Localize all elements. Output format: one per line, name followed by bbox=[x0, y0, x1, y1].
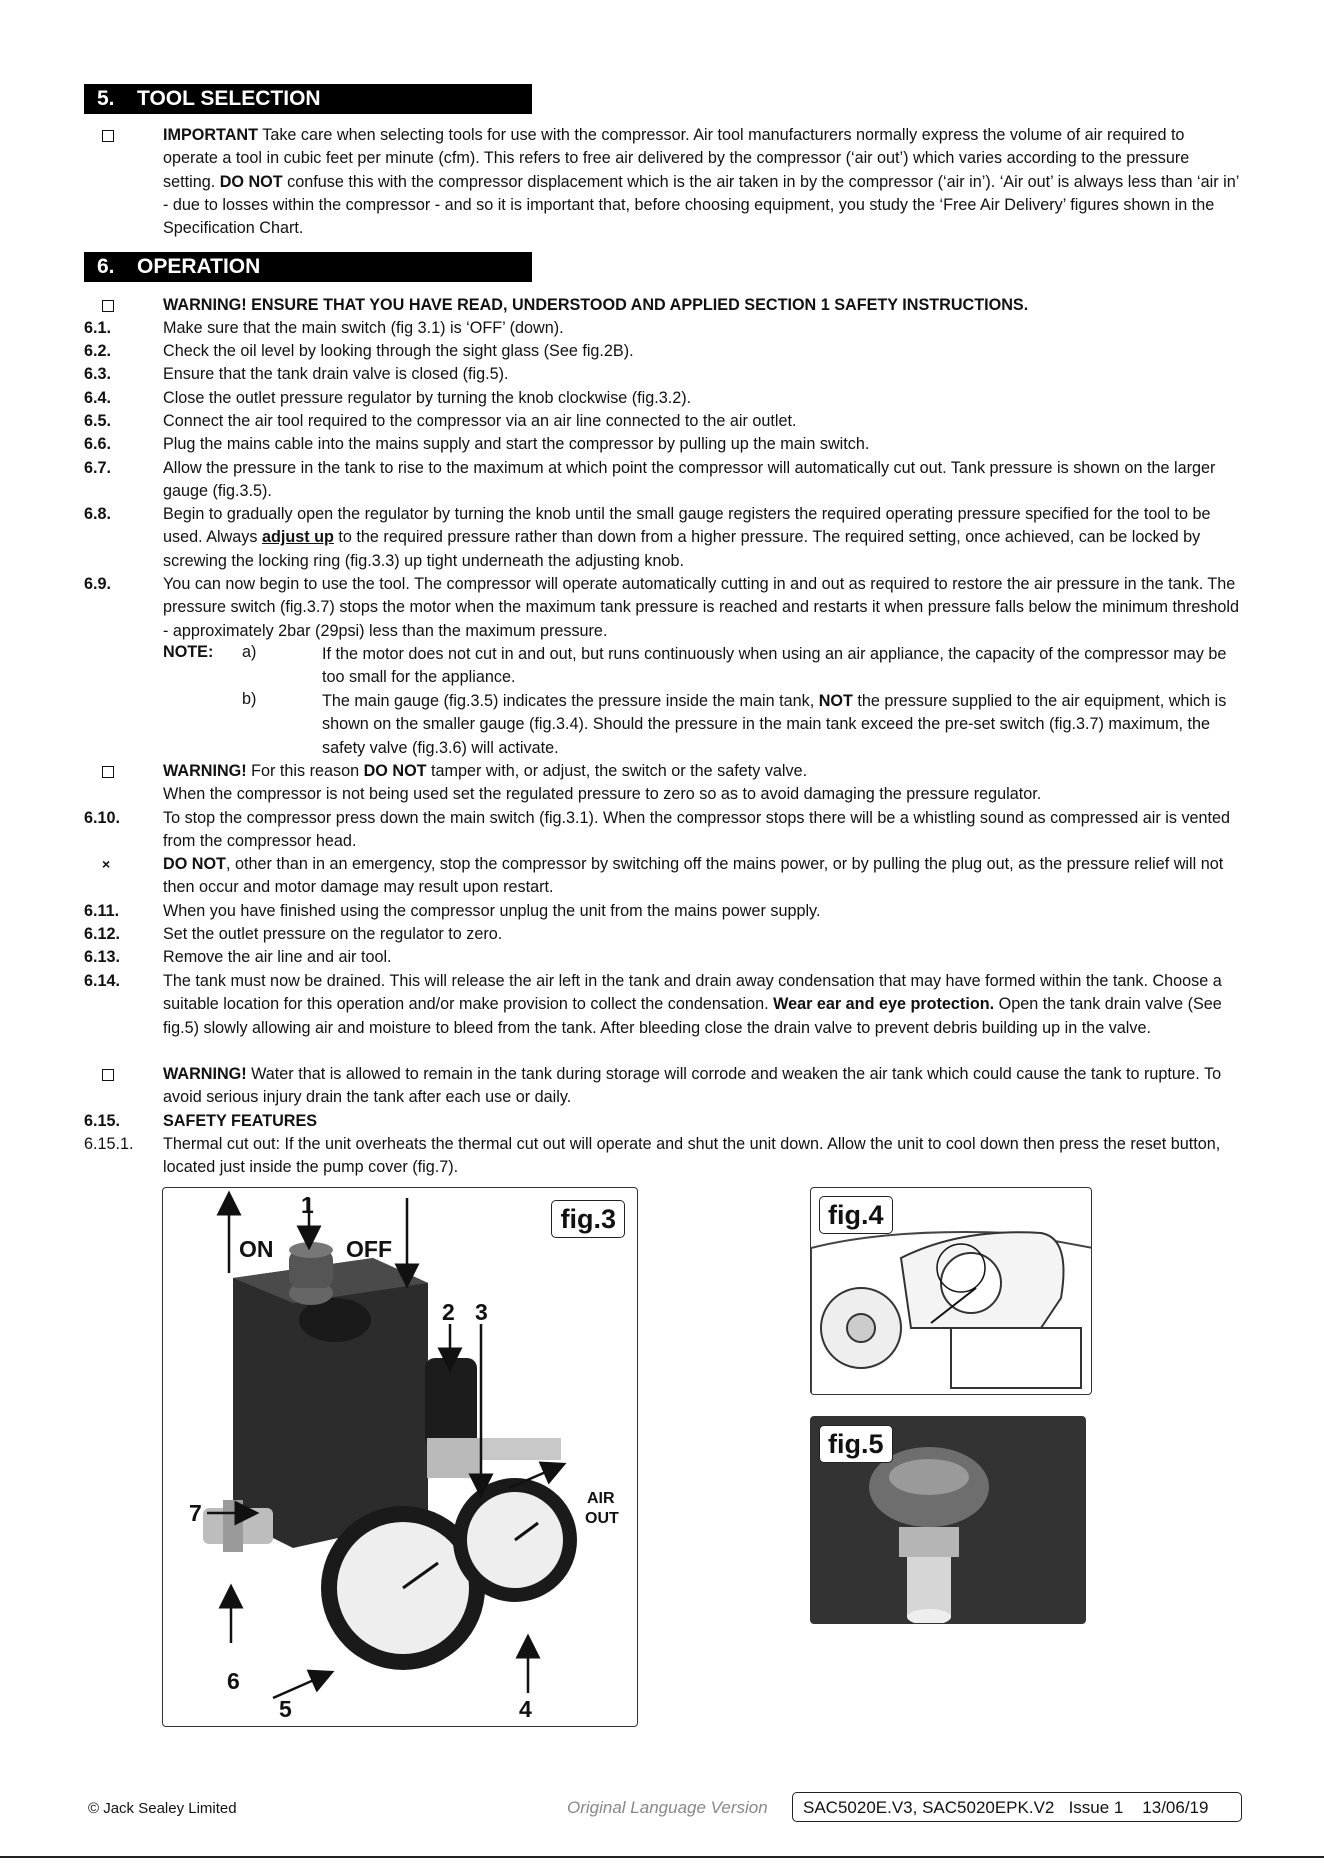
adjust-up-emphasis: adjust up bbox=[261, 528, 334, 547]
cross-icon: × bbox=[102, 856, 111, 872]
warning-label: WARNING! bbox=[163, 1065, 247, 1083]
footer-copyright: © Jack Sealey Limited bbox=[88, 1800, 237, 1817]
bottom-rule bbox=[0, 1856, 1324, 1858]
off-label: OFF bbox=[346, 1236, 392, 1262]
fig5-label: fig.5 bbox=[819, 1425, 893, 1463]
do-not-label: DO NOT bbox=[163, 855, 226, 873]
step-text: Allow the pressure in the tank to rise to the maximum at which point the compressor will automatically cut out. Tank pressure is shown on the larger gauge (fig.3.5). bbox=[163, 459, 1216, 501]
fig4-label: fig.4 bbox=[819, 1196, 893, 1234]
text: Take care when selecting tools for use with the compressor. Air tool manufacturers normally express the volume of air required to operate a tool in cubic feet per minute (cfm). This refers to free air delivered by the compressor (‘air out’) which varies according to the pressure setting. bbox=[163, 126, 1190, 191]
fig3-illustration bbox=[163, 1188, 638, 1727]
step-text: Close the outlet pressure regulator by turning the knob clockwise (fig.3.2). bbox=[163, 389, 692, 407]
warning-read-safety: WARNING! ENSURE THAT YOU HAVE READ, UNDERSTOOD AND APPLIED SECTION 1 SAFETY INSTRUCTIONS. bbox=[163, 296, 1029, 314]
note-b-key: b) bbox=[242, 690, 257, 708]
footer-language-version: Original Language Version bbox=[567, 1798, 768, 1817]
step-text: Thermal cut out: If the unit overheats the thermal cut out will operate and shut the unit down. Allow the unit to cool down then press the reset button, located just inside the pump cover (fig.7). bbox=[163, 1135, 1221, 1177]
step-number: 6.6. bbox=[84, 435, 112, 453]
step-text: Connect the air tool required to the compressor via an air line connected to the air outlet. bbox=[163, 412, 797, 430]
step-number: 6.4. bbox=[84, 389, 112, 407]
text: tamper with, or adjust, the switch or the safety valve. bbox=[426, 762, 808, 780]
tool-selection-paragraph bbox=[163, 124, 1239, 240]
text: , other than in an emergency, stop the compressor by switching off the mains power, or by pulling the plug out, as the pressure relief will not then occur and motor damage may result upon restart. bbox=[163, 855, 1224, 897]
step-number: 6.1. bbox=[84, 319, 112, 337]
text: Open the tank drain valve (See fig.5) slowly allowing air and moisture to bleed from the tank. After bleeding close the drain valve to prevent debris building up in the valve. bbox=[163, 995, 1222, 1037]
step-6-15-1 bbox=[84, 1133, 1244, 1180]
fig3-pressure-switch-image bbox=[162, 1187, 638, 1727]
step-text: To stop the compressor press down the main switch (fig.3.1). When the compressor stops there will be a whistling sound as compressed air is vented from the compressor head. bbox=[163, 809, 1231, 851]
callout-1: 1 bbox=[301, 1192, 314, 1218]
step-text bbox=[163, 503, 1244, 573]
step-number: 6.7. bbox=[84, 459, 112, 477]
callout-5: 5 bbox=[279, 1696, 292, 1722]
do-not-label: DO NOT bbox=[219, 172, 283, 191]
step-6-1 bbox=[84, 317, 1244, 340]
text: confuse this with the compressor displacement which is the air taken in by the compressor (‘air in’). ‘Air out’ is always less than ‘air in’ - due to losses within the compressor - and so it is important that, before choosing equipment, you study the ‘Free Air Delivery’ figures shown in the Specification Chart. bbox=[163, 172, 1239, 238]
model-numbers: SAC5020E.V3, SAC5020EPK.V2 bbox=[803, 1798, 1055, 1817]
text: the pressure supplied to the air equipment, which is shown on the smaller gauge (fig.3.4). Should the pressure in the main tank exceed the pre-set switch (fig.3.7) maximum, the safety valve (fig.3.6) will activate. bbox=[322, 692, 1227, 757]
section-6-header bbox=[84, 252, 532, 282]
step-text: Remove the air line and air tool. bbox=[163, 948, 392, 966]
warning-tamper bbox=[163, 760, 1239, 783]
step-6-2 bbox=[84, 340, 1244, 363]
step-text: Make sure that the main switch (fig 3.1) is ‘OFF’ (down). bbox=[163, 319, 564, 337]
step-text: Set the outlet pressure on the regulator to zero. bbox=[163, 925, 503, 943]
text: to the required pressure rather than down from a higher pressure. The required setting, once achieved, can be locked by screwing the locking ring (fig.3.3) up tight underneath the adjusting knob. bbox=[163, 528, 1201, 570]
step-number: 6.13. bbox=[84, 948, 121, 966]
important-label: IMPORTANT bbox=[163, 126, 259, 144]
step-number: 6.12. bbox=[84, 925, 121, 943]
issue-date: 13/06/19 bbox=[1142, 1798, 1209, 1817]
note-a-key: a) bbox=[242, 643, 257, 661]
section-number: 5. bbox=[97, 87, 115, 110]
section-title: TOOL SELECTION bbox=[137, 87, 321, 110]
section-number: 6. bbox=[97, 255, 115, 278]
step-6-7 bbox=[84, 457, 1244, 504]
warning-label: WARNING! bbox=[163, 762, 247, 780]
step-6-5 bbox=[84, 410, 1244, 433]
step-6-12 bbox=[84, 923, 1244, 946]
callout-4: 4 bbox=[519, 1696, 532, 1722]
step-text: Ensure that the tank drain valve is closed (fig.5). bbox=[163, 365, 509, 383]
issue-number: Issue 1 bbox=[1068, 1798, 1124, 1817]
note-label: NOTE: bbox=[163, 643, 214, 661]
do-not-label: DO NOT bbox=[363, 762, 427, 780]
regulated-pressure-text: When the compressor is not being used set the regulated pressure to zero so as to avoid damaging the pressure regulator. bbox=[163, 785, 1042, 803]
step-6-11 bbox=[84, 900, 1244, 923]
footer-model-info bbox=[792, 1792, 1242, 1822]
step-text bbox=[163, 970, 1244, 1040]
callout-3: 3 bbox=[475, 1299, 488, 1325]
step-number: 6.15. bbox=[84, 1112, 121, 1130]
checkbox-bullet-icon bbox=[102, 1069, 114, 1081]
do-not-switch-off-note bbox=[84, 853, 1244, 900]
text: The main gauge (fig.3.5) indicates the pressure inside the main tank, bbox=[322, 692, 819, 710]
section-5-header bbox=[84, 84, 532, 114]
callout-6: 6 bbox=[227, 1668, 240, 1694]
text: Begin to gradually open the regulator by turning the knob until the small gauge registers the required operating pressure specified for the tool to be used. Always bbox=[163, 505, 1211, 547]
step-6-9 bbox=[84, 573, 1244, 643]
step-6-6 bbox=[84, 433, 1244, 456]
step-number: 6.15.1. bbox=[84, 1135, 134, 1153]
text: Water that is allowed to remain in the tank during storage will corrode and weaken the air tank which could cause the tank to rupture. To avoid serious injury drain the tank after each use or daily. bbox=[163, 1065, 1222, 1107]
step-number: 6.9. bbox=[84, 575, 112, 593]
step-6-3 bbox=[84, 363, 1244, 386]
step-6-15 bbox=[84, 1110, 1244, 1133]
air-label: AIR bbox=[587, 1490, 615, 1507]
step-number: 6.2. bbox=[84, 342, 112, 360]
step-text: You can now begin to use the tool. The compressor will operate automatically cutting in and out as required to restore the air pressure in the tank. The pressure switch (fig.3.7) stops the motor when the maximum tank pressure is reached and restarts it when pressure falls below the minimum threshold - approximately 2bar (29psi) less than the maximum pressure. bbox=[163, 575, 1240, 640]
step-text: Check the oil level by looking through the sight glass (See fig.2B). bbox=[163, 342, 634, 360]
fig5-drain-valve-image bbox=[810, 1416, 1086, 1624]
callout-7: 7 bbox=[189, 1500, 202, 1526]
fig4-pump-cover-image bbox=[810, 1187, 1092, 1395]
step-number: 6.8. bbox=[84, 505, 112, 523]
on-label: ON bbox=[239, 1236, 274, 1262]
text: The tank must now be drained. This will release the air left in the tank and drain away condensation that may have formed within the tank. Choose a suitable location for this operation and/or make provision to collect the condensation. bbox=[163, 972, 1222, 1014]
checkbox-bullet-icon bbox=[102, 300, 114, 312]
step-6-14 bbox=[84, 970, 1244, 1040]
step-6-4 bbox=[84, 387, 1244, 410]
step-text: SAFETY FEATURES bbox=[163, 1112, 318, 1130]
note-a-text: If the motor does not cut in and out, but runs continuously when using an air appliance, the capacity of the compressor may be too small for the appliance. bbox=[322, 645, 1227, 687]
step-number: 6.3. bbox=[84, 365, 112, 383]
fig3-label: fig.3 bbox=[551, 1200, 625, 1238]
step-number: 6.11. bbox=[84, 902, 120, 920]
step-number: 6.14. bbox=[84, 972, 121, 990]
section-title: OPERATION bbox=[137, 255, 261, 278]
step-text: When you have finished using the compressor unplug the unit from the mains power supply. bbox=[163, 902, 821, 920]
step-6-13 bbox=[84, 946, 1244, 969]
step-6-10 bbox=[84, 807, 1244, 854]
note-b-text bbox=[322, 690, 1232, 760]
protection-emphasis: Wear ear and eye protection. bbox=[773, 995, 995, 1014]
step-text: Plug the mains cable into the mains supply and start the compressor by pulling up the main switch. bbox=[163, 435, 870, 453]
not-emphasis: NOT bbox=[818, 692, 853, 710]
checkbox-bullet-icon bbox=[102, 766, 114, 778]
warning-water bbox=[163, 1063, 1239, 1110]
step-number: 6.5. bbox=[84, 412, 112, 430]
text: For this reason bbox=[246, 762, 364, 780]
step-6-8 bbox=[84, 503, 1244, 573]
step-number: 6.10. bbox=[84, 809, 121, 827]
callout-2: 2 bbox=[442, 1299, 455, 1325]
out-label: OUT bbox=[585, 1510, 619, 1527]
checkbox-bullet-icon bbox=[102, 130, 114, 142]
